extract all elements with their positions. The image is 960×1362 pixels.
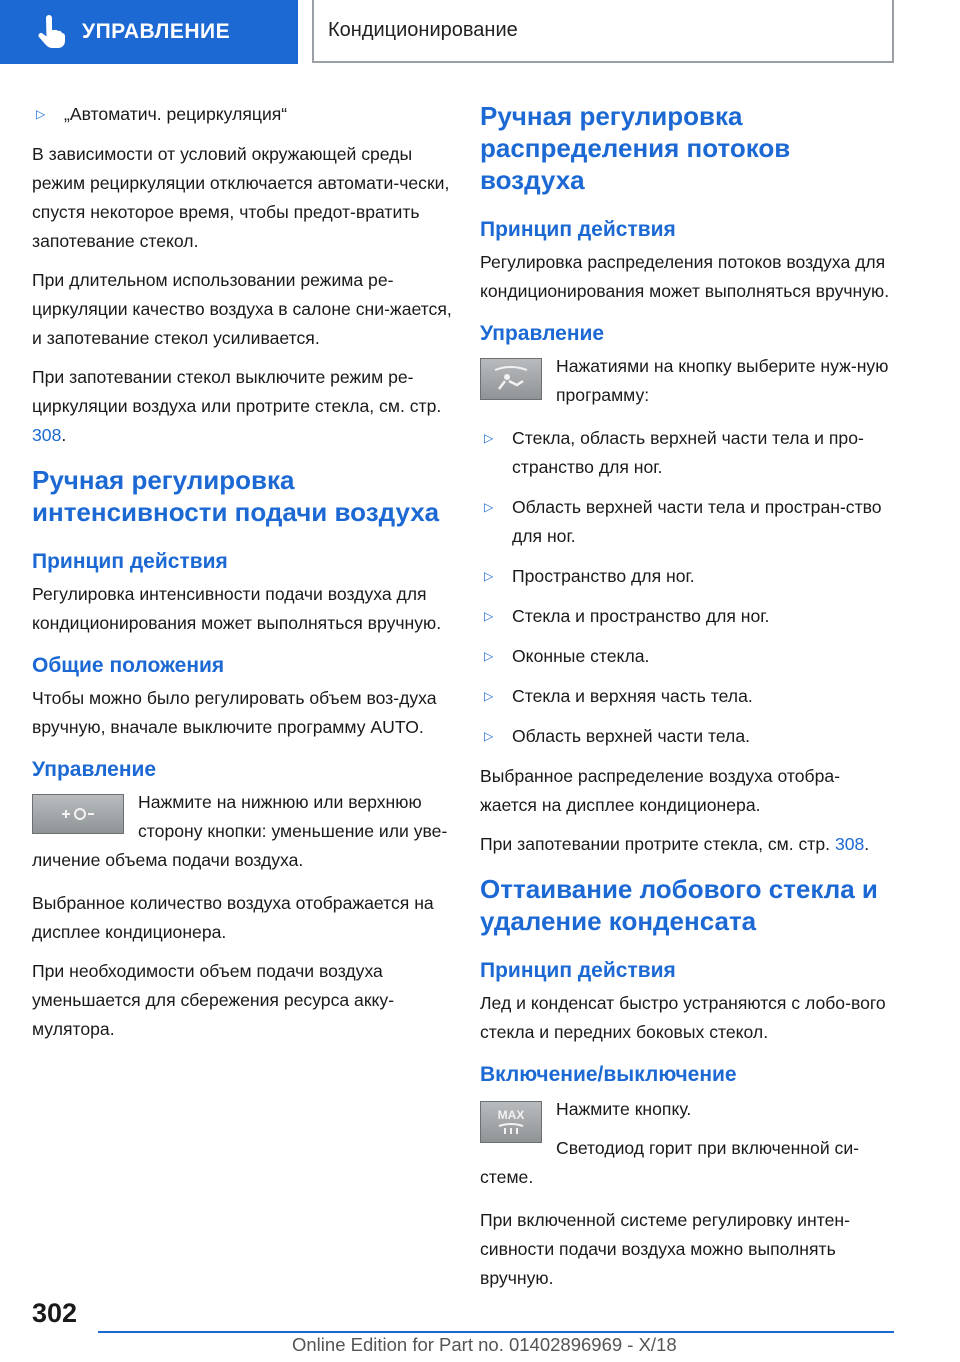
fan-button-icon <box>32 794 124 834</box>
paragraph: Лед и конденсат быстро устраняются с лобо-вого стекла и передних боковых стекол. <box>480 993 886 1042</box>
section-title: Кондиционирование <box>312 0 894 63</box>
paragraph: В зависимости от условий окружающей среды режим рециркуляции отключается автомати-чески, спустя некоторое время, чтобы предот-вратить запотевание стекол. <box>32 144 450 251</box>
bullet-triangle-icon: ▷ <box>484 431 494 445</box>
list-item: ▷ Пространство для ног. <box>480 562 890 591</box>
paragraph: Регулировка интенсивности подачи воздуха для кондиционирования может выполняться вручную. <box>32 584 442 633</box>
subsection-heading: Управление <box>480 322 605 345</box>
subsection-heading: Общие положения <box>32 654 225 677</box>
subsection-heading: Принцип действия <box>32 550 228 573</box>
bullet-triangle-icon: ▷ <box>484 569 494 583</box>
max-defrost-button-icon: MAX <box>480 1101 542 1143</box>
paragraph: При включенной системе регулировку интен-сивности подачи воздуха можно выполнять вручную. <box>480 1210 850 1288</box>
paragraph-with-ref: При запотевании протрите стекла, см. стр. 308. <box>480 834 870 854</box>
list-item: ▷ Стекла и пространство для ног. <box>480 602 890 631</box>
paragraph-with-ref: При запотевании стекол выключите режим ре-циркуляции воздуха или протрите стекла, см. стр. 308. <box>32 367 442 445</box>
paragraph: Выбранное количество воздуха отображается на дисплее кондиционера. <box>32 893 434 942</box>
left-column <box>32 100 452 1054</box>
paragraph: Регулировка распределения потоков воздуха для кондиционирования может выполняться вручную. <box>480 252 890 301</box>
list-item: ▷ „Автоматич. рециркуляция“ <box>32 100 452 129</box>
bullet-triangle-icon: ▷ <box>484 500 494 514</box>
chapter-tab[interactable] <box>0 0 298 64</box>
page-reference-link[interactable]: 308 <box>32 425 62 445</box>
footer-divider <box>98 1331 894 1333</box>
paragraph: Чтобы можно было регулировать объем воз-духа вручную, вначале выключите программу AUTO. <box>32 688 437 737</box>
list-item: ▷ Область верхней части тела. <box>480 722 890 751</box>
hand-pointer-icon <box>36 15 66 49</box>
paragraph: Нажатиями на кнопку выберите нуж-ную программу: <box>556 356 889 405</box>
paragraph: Выбранное распределение воздуха отобра-жается на дисплее кондиционера. <box>480 766 841 815</box>
list-item: ▷ Оконные стекла. <box>480 642 890 671</box>
subsection-heading: Принцип действия <box>480 959 676 982</box>
paragraph: Светодиод горит при включенной си-стеме. <box>480 1138 860 1187</box>
bullet-triangle-icon: ▷ <box>484 609 494 623</box>
bullet-triangle-icon: ▷ <box>484 689 494 703</box>
bullet-triangle-icon: ▷ <box>484 649 494 663</box>
bullet-triangle-icon: ▷ <box>484 729 494 743</box>
section-heading: Оттаивание лобового стекла и удаление конденсата <box>480 874 878 936</box>
subsection-heading: Принцип действия <box>480 218 676 241</box>
list-item: ▷ Стекла и верхняя часть тела. <box>480 682 890 711</box>
list-item: ▷ Стекла, область верхней части тела и про-странство для ног. <box>480 424 890 482</box>
section-heading: Ручная регулировка интенсивности подачи воздуха <box>32 465 440 527</box>
subsection-heading: Включение/выключение <box>480 1063 737 1086</box>
chapter-tab-label: УПРАВЛЕНИЕ <box>82 20 231 43</box>
air-distribution-button-icon <box>480 358 542 400</box>
subsection-heading: Управление <box>32 758 157 781</box>
paragraph: Нажмите на нижнюю или верхнюю сторону кнопки: уменьшение или уве-личение объема подачи воздуха. <box>32 792 448 870</box>
right-column <box>480 100 890 1303</box>
paragraph: При необходимости объем подачи воздуха уменьшается для сбережения ресурса акку-мулятора. <box>32 961 395 1039</box>
footer-edition: Online Edition for Part no. 01402896969 - X/18 <box>292 1334 677 1355</box>
list-item: ▷ Область верхней части тела и простран-ство для ног. <box>480 493 890 551</box>
bullet-triangle-icon: ▷ <box>36 107 46 121</box>
page-reference-link[interactable]: 308 <box>834 834 865 854</box>
paragraph: При длительном использовании режима ре-циркуляции качество воздуха в салоне сни-жается, и запотевание стекол усиливается. <box>32 270 452 348</box>
paragraph: Нажмите кнопку. <box>556 1099 692 1119</box>
page-number: 302 <box>32 1298 78 1328</box>
section-heading: Ручная регулировка распределения потоков воздуха <box>480 101 791 195</box>
